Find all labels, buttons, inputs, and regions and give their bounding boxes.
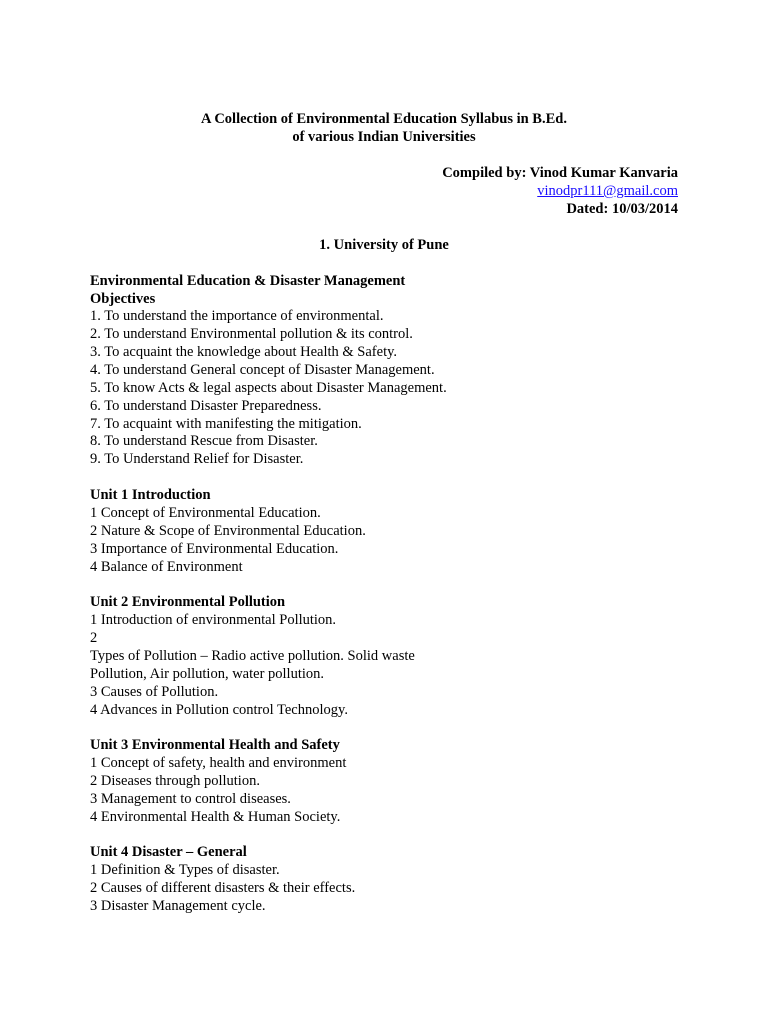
objective-item: 7. To acquaint with manifesting the mitigation. <box>90 416 362 432</box>
unit-1-item: 4 Balance of Environment <box>90 559 243 575</box>
unit-2-item: 4 Advances in Pollution control Technology. <box>90 702 348 718</box>
objectives-heading: Objectives <box>90 291 156 307</box>
objective-item: 8. To understand Rescue from Disaster. <box>90 433 318 449</box>
document-title-line-2: of various Indian Universities <box>292 129 476 145</box>
unit-3-heading: Unit 3 Environmental Health and Safety <box>90 737 340 753</box>
university-heading: 1. University of Pune <box>319 237 449 253</box>
unit-1-item: 1 Concept of Environmental Education. <box>90 505 321 521</box>
objective-item: 6. To understand Disaster Preparedness. <box>90 398 322 414</box>
objective-item: 1. To understand the importance of environmental. <box>90 308 384 324</box>
unit-4-item: 2 Causes of different disasters & their effects. <box>90 880 356 896</box>
unit-2-item: Types of Pollution – Radio active pollution. Solid waste <box>90 648 415 664</box>
unit-3-item: 1 Concept of safety, health and environment <box>90 755 347 771</box>
unit-2-item: 3 Causes of Pollution. <box>90 684 219 700</box>
unit-1-item: 2 Nature & Scope of Environmental Education. <box>90 523 366 539</box>
unit-2-item: 2 <box>90 630 98 646</box>
date-line: Dated: 10/03/2014 <box>566 201 678 217</box>
unit-2-item: 1 Introduction of environmental Pollution. <box>90 612 337 628</box>
objective-item: 4. To understand General concept of Disaster Management. <box>90 362 435 378</box>
unit-3-item: 3 Management to control diseases. <box>90 791 291 807</box>
unit-4-heading: Unit 4 Disaster – General <box>90 844 247 860</box>
unit-4-item: 3 Disaster Management cycle. <box>90 898 266 914</box>
unit-3-item: 4 Environmental Health & Human Society. <box>90 809 341 825</box>
unit-1-item: 3 Importance of Environmental Education. <box>90 541 339 557</box>
unit-2-heading: Unit 2 Environmental Pollution <box>90 594 286 610</box>
unit-3-item: 2 Diseases through pollution. <box>90 773 260 789</box>
objective-item: 5. To know Acts & legal aspects about Disaster Management. <box>90 380 447 396</box>
document-title-line-1: A Collection of Environmental Education Syllabus in B.Ed. <box>201 111 567 127</box>
objective-item: 2. To understand Environmental pollution & its control. <box>90 326 413 342</box>
unit-2-item: Pollution, Air pollution, water pollution. <box>90 666 325 682</box>
author-email-link[interactable]: vinodpr111@gmail.com <box>537 183 678 199</box>
unit-1-heading: Unit 1 Introduction <box>90 487 211 503</box>
compiled-by: Compiled by: Vinod Kumar Kanvaria <box>442 165 678 181</box>
objective-item: 3. To acquaint the knowledge about Health & Safety. <box>90 344 398 360</box>
unit-4-item: 1 Definition & Types of disaster. <box>90 862 280 878</box>
objective-item: 9. To Understand Relief for Disaster. <box>90 451 304 467</box>
author-email-container <box>537 182 678 200</box>
course-title: Environmental Education & Disaster Management <box>90 273 406 289</box>
